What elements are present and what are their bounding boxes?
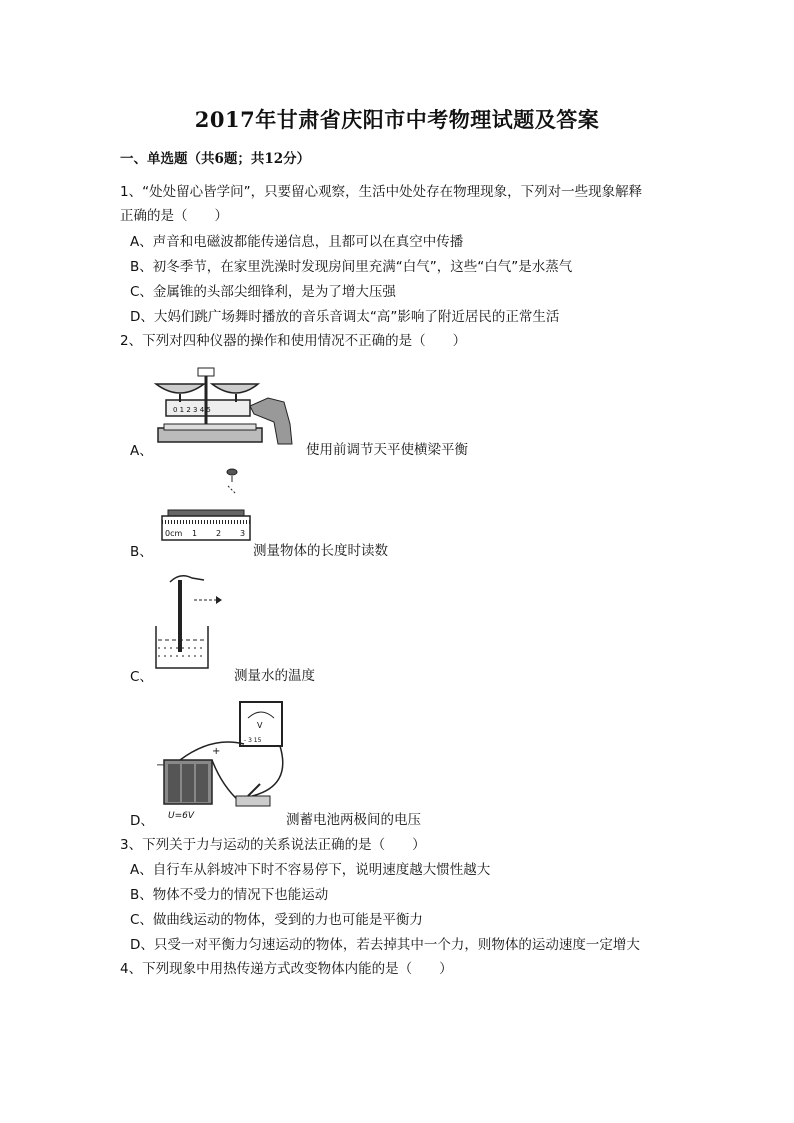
section-heading: 一、单选题（共6题；共12分） bbox=[120, 151, 311, 167]
page-title: 2017年甘肃省庆阳市中考物理试题及答案 bbox=[194, 107, 600, 132]
q2-option-d-letter: D、 bbox=[130, 813, 154, 829]
q2-option-a-text: 使用前调节天平使横梁平衡 bbox=[306, 442, 468, 458]
balance-scale-ticks: 0 1 2 3 4 5 bbox=[173, 406, 211, 414]
q1-option-a: A、声音和电磁波都能传递信息，且都可以在真空中传播 bbox=[130, 234, 464, 250]
ruler-tick-3: 3 bbox=[240, 529, 246, 538]
q2-option-b-letter: B、 bbox=[130, 544, 153, 560]
q3-option-c: C、做曲线运动的物体，受到的力也可能是平衡力 bbox=[130, 912, 423, 928]
q4-stem: 4、下列现象中用热传递方式改变物体内能的是（ ） bbox=[120, 961, 453, 977]
q2-option-b-text: 测量物体的长度时读数 bbox=[253, 543, 388, 559]
ruler-tick-0: 0cm bbox=[165, 529, 183, 538]
q1-option-b: B、初冬季节，在家里洗澡时发现房间里充满“白气”，这些“白气”是水蒸气 bbox=[130, 259, 573, 275]
q2-stem: 2、下列对四种仪器的操作和使用情况不正确的是（ ） bbox=[120, 333, 467, 349]
ruler-figure bbox=[160, 466, 255, 546]
q3-option-a: A、自行车从斜坡冲下时不容易停下，说明速度越大惯性越大 bbox=[130, 862, 491, 878]
q1-option-c: C、金属锥的头部尖细锋利，是为了增大压强 bbox=[130, 284, 396, 300]
thermometer-beaker-figure bbox=[150, 568, 230, 676]
battery-voltage-label: U=6V bbox=[168, 811, 195, 821]
voltmeter-label: V bbox=[257, 721, 263, 730]
voltmeter-terminals: - 3 15 bbox=[244, 737, 262, 744]
ruler-tick-1: 1 bbox=[192, 529, 198, 538]
q2-option-c-text: 测量水的温度 bbox=[234, 668, 315, 684]
q3-option-d: D、只受一对平衡力匀速运动的物体，若去掉其中一个力，则物体的运动速度一定增大 bbox=[130, 937, 640, 953]
q2-option-c-letter: C、 bbox=[130, 669, 153, 685]
q3-option-b: B、物体不受力的情况下也能运动 bbox=[130, 887, 329, 903]
battery-minus-sign: − bbox=[156, 760, 165, 771]
ruler-tick-2: 2 bbox=[216, 529, 222, 538]
q1-stem-line1: 1、“处处留心皆学问”，只要留心观察，生活中处处存在物理现象，下列对一些现象解释 bbox=[120, 184, 643, 200]
q1-option-d: D、大妈们跳广场舞时播放的音乐音调太“高”影响了附近居民的正常生活 bbox=[130, 309, 560, 325]
q3-stem: 3、下列关于力与运动的关系说法正确的是（ ） bbox=[120, 837, 426, 853]
q1-stem-line2: 正确的是（ ） bbox=[120, 208, 228, 224]
q2-option-d-text: 测蓄电池两极间的电压 bbox=[286, 812, 421, 828]
voltmeter-battery-figure bbox=[152, 696, 292, 822]
q2-option-a-letter: A、 bbox=[130, 443, 153, 459]
battery-plus-sign: + bbox=[212, 746, 221, 757]
balance-scale-figure bbox=[150, 362, 300, 452]
